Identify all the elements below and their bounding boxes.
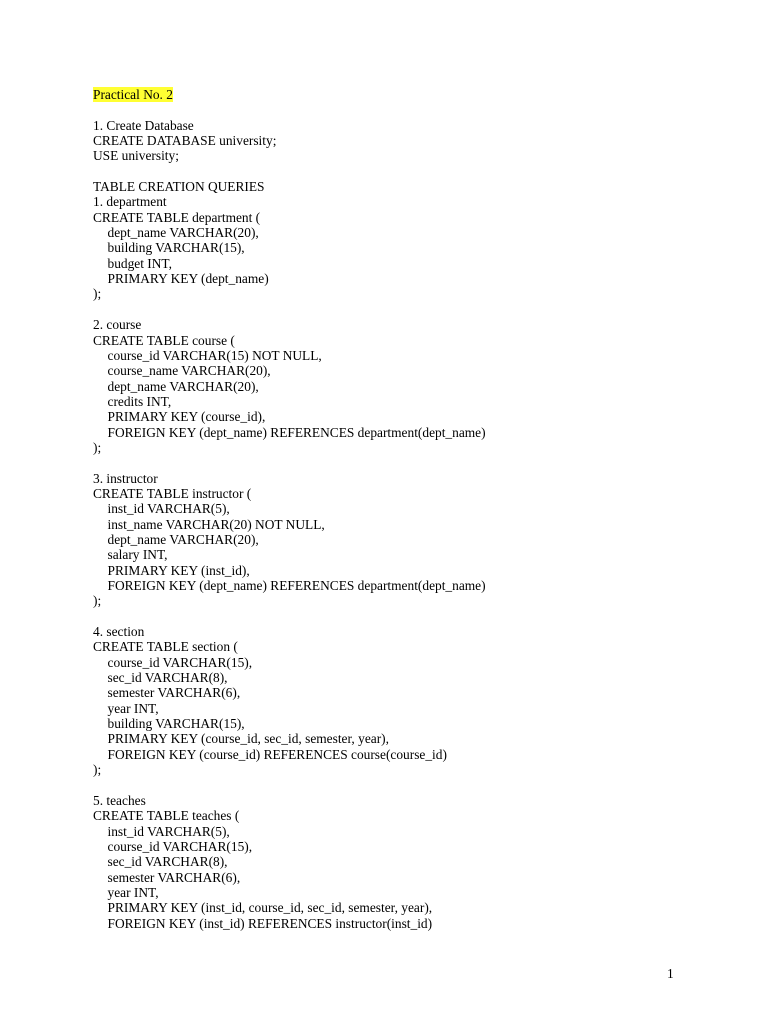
block-heading: TABLE CREATION QUERIES <box>93 179 265 195</box>
code-line-indented: FOREIGN KEY (course_id) REFERENCES course(course_id) <box>107 746 447 762</box>
blank-line <box>93 164 733 179</box>
blank-line <box>93 609 733 624</box>
code-line-indented: inst_id VARCHAR(5), <box>107 823 230 839</box>
page-title: Practical No. 2 <box>93 87 173 102</box>
block-heading: 1. Create Database <box>93 117 194 133</box>
sql-block <box>93 793 733 931</box>
code-line: CREATE TABLE course ( <box>93 332 235 348</box>
sql-block <box>93 624 733 793</box>
code-line-indented: sec_id VARCHAR(8), <box>107 670 228 686</box>
blank-line <box>93 455 733 470</box>
code-line-indented: PRIMARY KEY (dept_name) <box>107 271 269 287</box>
code-line-indented: dept_name VARCHAR(20), <box>107 531 259 547</box>
block-heading: 5. teaches <box>93 792 146 808</box>
code-line: 1. department <box>93 194 167 210</box>
block-heading: 2. course <box>93 317 142 333</box>
code-line-indented: FOREIGN KEY (inst_id) REFERENCES instructor(inst_id) <box>107 915 433 931</box>
page-number: 1 <box>667 966 674 981</box>
code-line-indented: building VARCHAR(15), <box>107 240 245 256</box>
code-line: USE university; <box>93 148 179 164</box>
code-line: CREATE TABLE teaches ( <box>93 808 240 824</box>
code-line-indented: dept_name VARCHAR(20), <box>107 378 259 394</box>
code-line-indented: course_name VARCHAR(20), <box>107 363 271 379</box>
sql-block <box>93 179 733 317</box>
code-line-indented: inst_name VARCHAR(20) NOT NULL, <box>107 516 325 532</box>
sql-block <box>93 471 733 624</box>
blank-line <box>93 102 733 117</box>
document-body <box>93 87 733 931</box>
code-line-indented: course_id VARCHAR(15), <box>107 838 253 854</box>
code-line-indented: PRIMARY KEY (course_id, sec_id, semester, year), <box>107 731 389 747</box>
code-line-indented: year INT, <box>107 700 159 716</box>
code-line-indented: budget INT, <box>107 255 172 271</box>
blank-line <box>93 302 733 317</box>
code-line: CREATE DATABASE university; <box>93 133 277 149</box>
code-close: ); <box>93 286 102 302</box>
code-line-indented: sec_id VARCHAR(8), <box>107 854 228 870</box>
code-line-indented: course_id VARCHAR(15) NOT NULL, <box>107 347 322 363</box>
code-line-indented: salary INT, <box>107 547 168 563</box>
code-line-indented: PRIMARY KEY (inst_id), <box>107 562 250 578</box>
code-line-indented: semester VARCHAR(6), <box>107 869 241 885</box>
code-line-indented: PRIMARY KEY (inst_id, course_id, sec_id, semester, year), <box>107 900 433 916</box>
sql-block <box>93 317 733 470</box>
code-close: ); <box>93 439 102 455</box>
title-line <box>93 87 733 102</box>
block-heading: 3. instructor <box>93 470 158 486</box>
code-line-indented: FOREIGN KEY (dept_name) REFERENCES department(dept_name) <box>107 424 486 440</box>
code-line-indented: dept_name VARCHAR(20), <box>107 225 259 241</box>
code-line-indented: inst_id VARCHAR(5), <box>107 501 230 517</box>
code-line-indented: PRIMARY KEY (course_id), <box>107 409 266 425</box>
code-line-indented: course_id VARCHAR(15), <box>107 654 253 670</box>
block-heading: 4. section <box>93 624 145 640</box>
code-line-indented: building VARCHAR(15), <box>107 716 245 732</box>
code-close: ); <box>93 593 102 609</box>
sql-blocks <box>93 118 733 931</box>
blank-line <box>93 777 733 792</box>
code-line: CREATE TABLE instructor ( <box>93 485 252 501</box>
code-line-indented: year INT, <box>107 884 159 900</box>
code-close: ); <box>93 762 102 778</box>
code-line-indented: semester VARCHAR(6), <box>107 685 241 701</box>
code-line-indented: credits INT, <box>107 393 172 409</box>
code-line: CREATE TABLE section ( <box>93 639 238 655</box>
code-line: CREATE TABLE department ( <box>93 209 261 225</box>
sql-block <box>93 118 733 179</box>
code-line-indented: FOREIGN KEY (dept_name) REFERENCES department(dept_name) <box>107 578 486 593</box>
